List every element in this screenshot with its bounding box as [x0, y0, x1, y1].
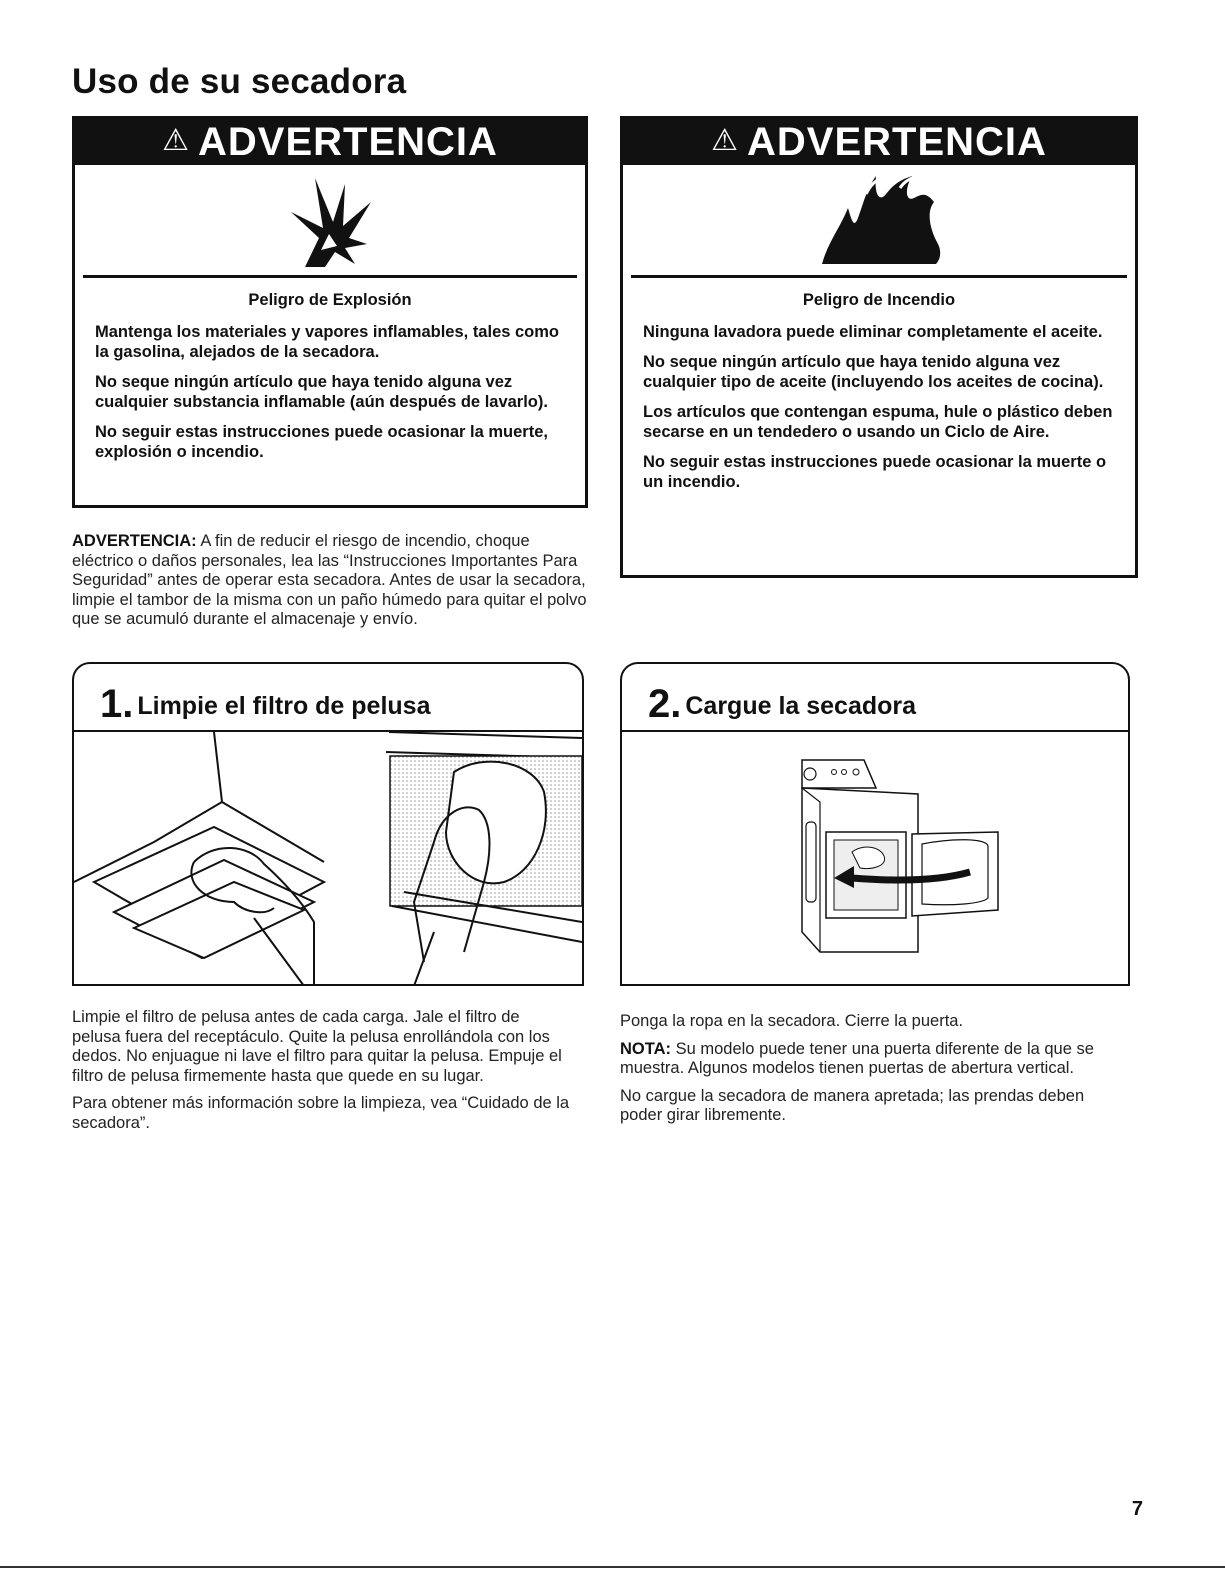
step-1-paragraph: Para obtener más información sobre la limpieza, vea “Cuidado de la secadora”.: [72, 1094, 570, 1132]
explosion-icon: [285, 172, 375, 268]
step-1-paragraph: Limpie el filtro de pelusa antes de cada carga. Jale el filtro de pelusa fuera del receptáculo. Quite la pelusa enrollándola con los dedos. No enjuague ni lave el filtro para quitar la pelusa. Empuje el filtro de pelusa firmemente hasta que quede en su lugar.: [72, 1008, 562, 1085]
warning-icon-area: [631, 165, 1127, 278]
warning-paragraph: No seguir estas instrucciones puede ocasionar la muerte o un incendio.: [643, 453, 1107, 491]
general-warning-paragraph: [72, 532, 592, 630]
warning-header-label: ADVERTENCIA: [747, 119, 1047, 164]
warning-header-label: ADVERTENCIA: [198, 119, 498, 164]
warning-triangle-icon: ⚠: [711, 123, 739, 157]
warning-paragraph: Los artículos que contengan espuma, hule o plástico deben secarse en un tendedero o usando un Ciclo de Aire.: [643, 403, 1113, 441]
step-2-number: 2.: [648, 682, 682, 726]
step-2-header: [622, 664, 1128, 728]
bottom-rule: [0, 1566, 1225, 1568]
hazard-title: Peligro de Incendio: [802, 291, 956, 309]
dryer-illustration: [622, 732, 1128, 986]
page-title: Uso de su secadora: [72, 62, 407, 101]
step-2-illustration: [622, 730, 1128, 984]
general-warning-label: ADVERTENCIA:: [72, 532, 197, 550]
step-2-title: Cargue la secadora: [685, 692, 917, 720]
step-2-paragraph: Ponga la ropa en la secadora. Cierre la puerta.: [620, 1012, 964, 1030]
warning-box-explosion: [72, 116, 588, 508]
warning-paragraph: No seguir estas instrucciones puede ocasionar la muerte, explosión o incendio.: [95, 423, 548, 461]
warning-paragraph: Ninguna lavadora puede eliminar completamente el aceite.: [643, 323, 1103, 341]
warning-box-fire: [620, 116, 1138, 578]
step-1-illustration: [74, 730, 582, 984]
warning-icon-area: [83, 165, 577, 278]
warning-paragraph: No seque ningún artículo que haya tenido alguna vez cualquier substancia inflamable (aún después de lavarlo).: [95, 373, 548, 411]
lint-filter-illustration: [74, 732, 582, 986]
step-2-panel: [620, 662, 1130, 986]
step-1-panel: [72, 662, 584, 986]
step-1-text: [72, 1008, 572, 1141]
note-text: Su modelo puede tener una puerta diferente de la que se muestra. Algunos modelos tienen puertas de abertura vertical.: [620, 1039, 1094, 1077]
general-warning-body: A fin de reducir el riesgo de incendio, choque eléctrico o daños personales, lea las “Instrucciones Importantes Para Seguridad” antes de operar esta secadora. Antes de usar la secadora, limpie el tambor de la misma con un paño húmedo para quitar el polvo que se acumuló durante el almacenaje y envío.: [72, 532, 587, 628]
step-2-note: [620, 1040, 1130, 1079]
step-2-text: [620, 1012, 1130, 1134]
page-number: 7: [1131, 1498, 1143, 1520]
step-1-number: 1.: [100, 682, 134, 726]
warning-header: [623, 119, 1135, 165]
warning-header: [75, 119, 585, 165]
warning-body: [75, 278, 585, 482]
general-warning-text: [72, 532, 592, 638]
fire-icon: [814, 172, 944, 268]
warning-triangle-icon: ⚠: [162, 123, 190, 157]
step-1-title: Limpie el filtro de pelusa: [137, 692, 431, 720]
hazard-title: Peligro de Explosión: [248, 291, 412, 309]
warning-paragraph: No seque ningún artículo que haya tenido alguna vez cualquier tipo de aceite (incluyendo los aceites de cocina).: [643, 353, 1104, 391]
step-2-paragraph: No cargue la secadora de manera apretada; las prendas deben poder girar libremente.: [620, 1086, 1085, 1124]
step-1-header: [74, 664, 582, 728]
warning-paragraph: Mantenga los materiales y vapores inflamables, tales como la gasolina, alejados de la secadora.: [95, 323, 560, 361]
warning-body: [623, 278, 1135, 512]
note-label: NOTA:: [620, 1039, 672, 1058]
